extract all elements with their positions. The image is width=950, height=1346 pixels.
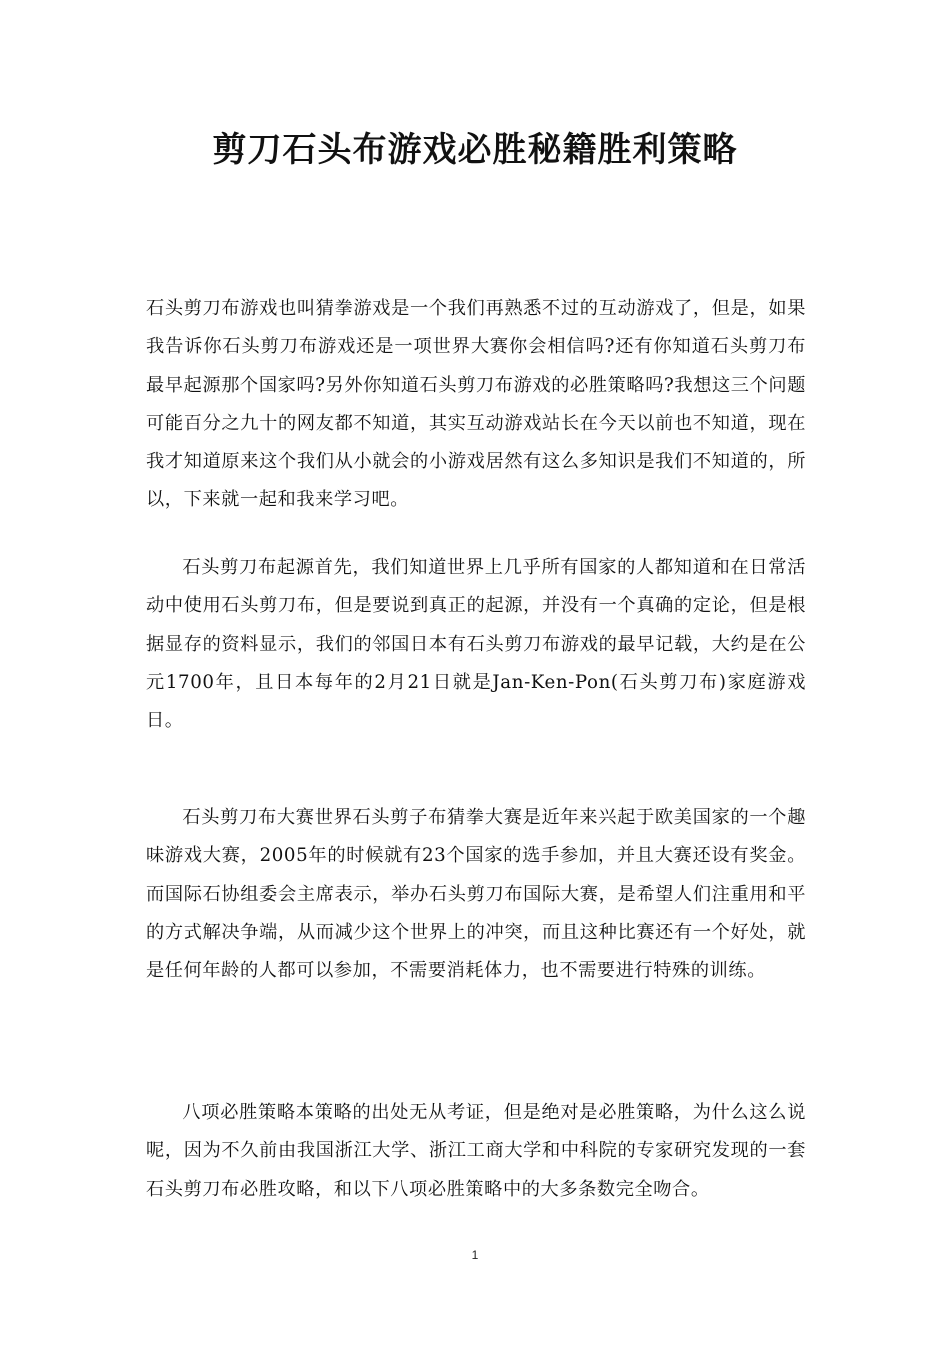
paragraph-intro: 石头剪刀布游戏也叫猜拳游戏是一个我们再熟悉不过的互动游戏了，但是，如果我告诉你石头剪刀布游戏还是一项世界大赛你会相信吗?还有你知道石头剪刀布最早起源那个国家吗?另外你知道石头剪刀布游戏的必胜策略吗?我想这三个问题可能百分之九十的网友都不知道，其实互动游戏站长在今天以前也不知道，现在我才知道原来这个我们从小就会的小游戏居然有这么多知识是我们不知道的，所以，下来就一起和我来学习吧。 (146, 298, 806, 511)
paragraph-origin: 石头剪刀布起源首先，我们知道世界上几乎所有国家的人都知道和在日常活动中使用石头剪刀布，但是要说到真正的起源，并没有一个真确的定论，但是根据显存的资料显示，我们的邻国日本有石头剪刀布游戏的最早记载，大约是在公元1700年，且日本每年的2月21日就是Jan-Ken-Pon(石头剪刀布)家庭游戏日。 (146, 557, 806, 732)
page-number: 1 (471, 1248, 479, 1262)
paragraph-strategy: 八项必胜策略本策略的出处无从考证，但是绝对是必胜策略，为什么这么说呢，因为不久前由我国浙江大学、浙江工商大学和中科院的专家研究发现的一套石头剪刀布必胜攻略，和以下八项必胜策略中的大多条数完全吻合。 (146, 1102, 806, 1200)
paragraph-competition: 石头剪刀布大赛世界石头剪子布猜拳大赛是近年来兴起于欧美国家的一个趣味游戏大赛，2005年的时候就有23个国家的选手参加，并且大赛还设有奖金。而国际石协组委会主席表示，举办石头剪刀布国际大赛，是希望人们注重用和平的方式解决争端，从而减少这个世界上的冲突，而且这种比赛还有一个好处，就是任何年龄的人都可以参加，不需要消耗体力，也不需要进行特殊的训练。 (146, 807, 806, 982)
document-title: 剪刀石头布游戏必胜秘籍胜利策略 (212, 130, 738, 170)
